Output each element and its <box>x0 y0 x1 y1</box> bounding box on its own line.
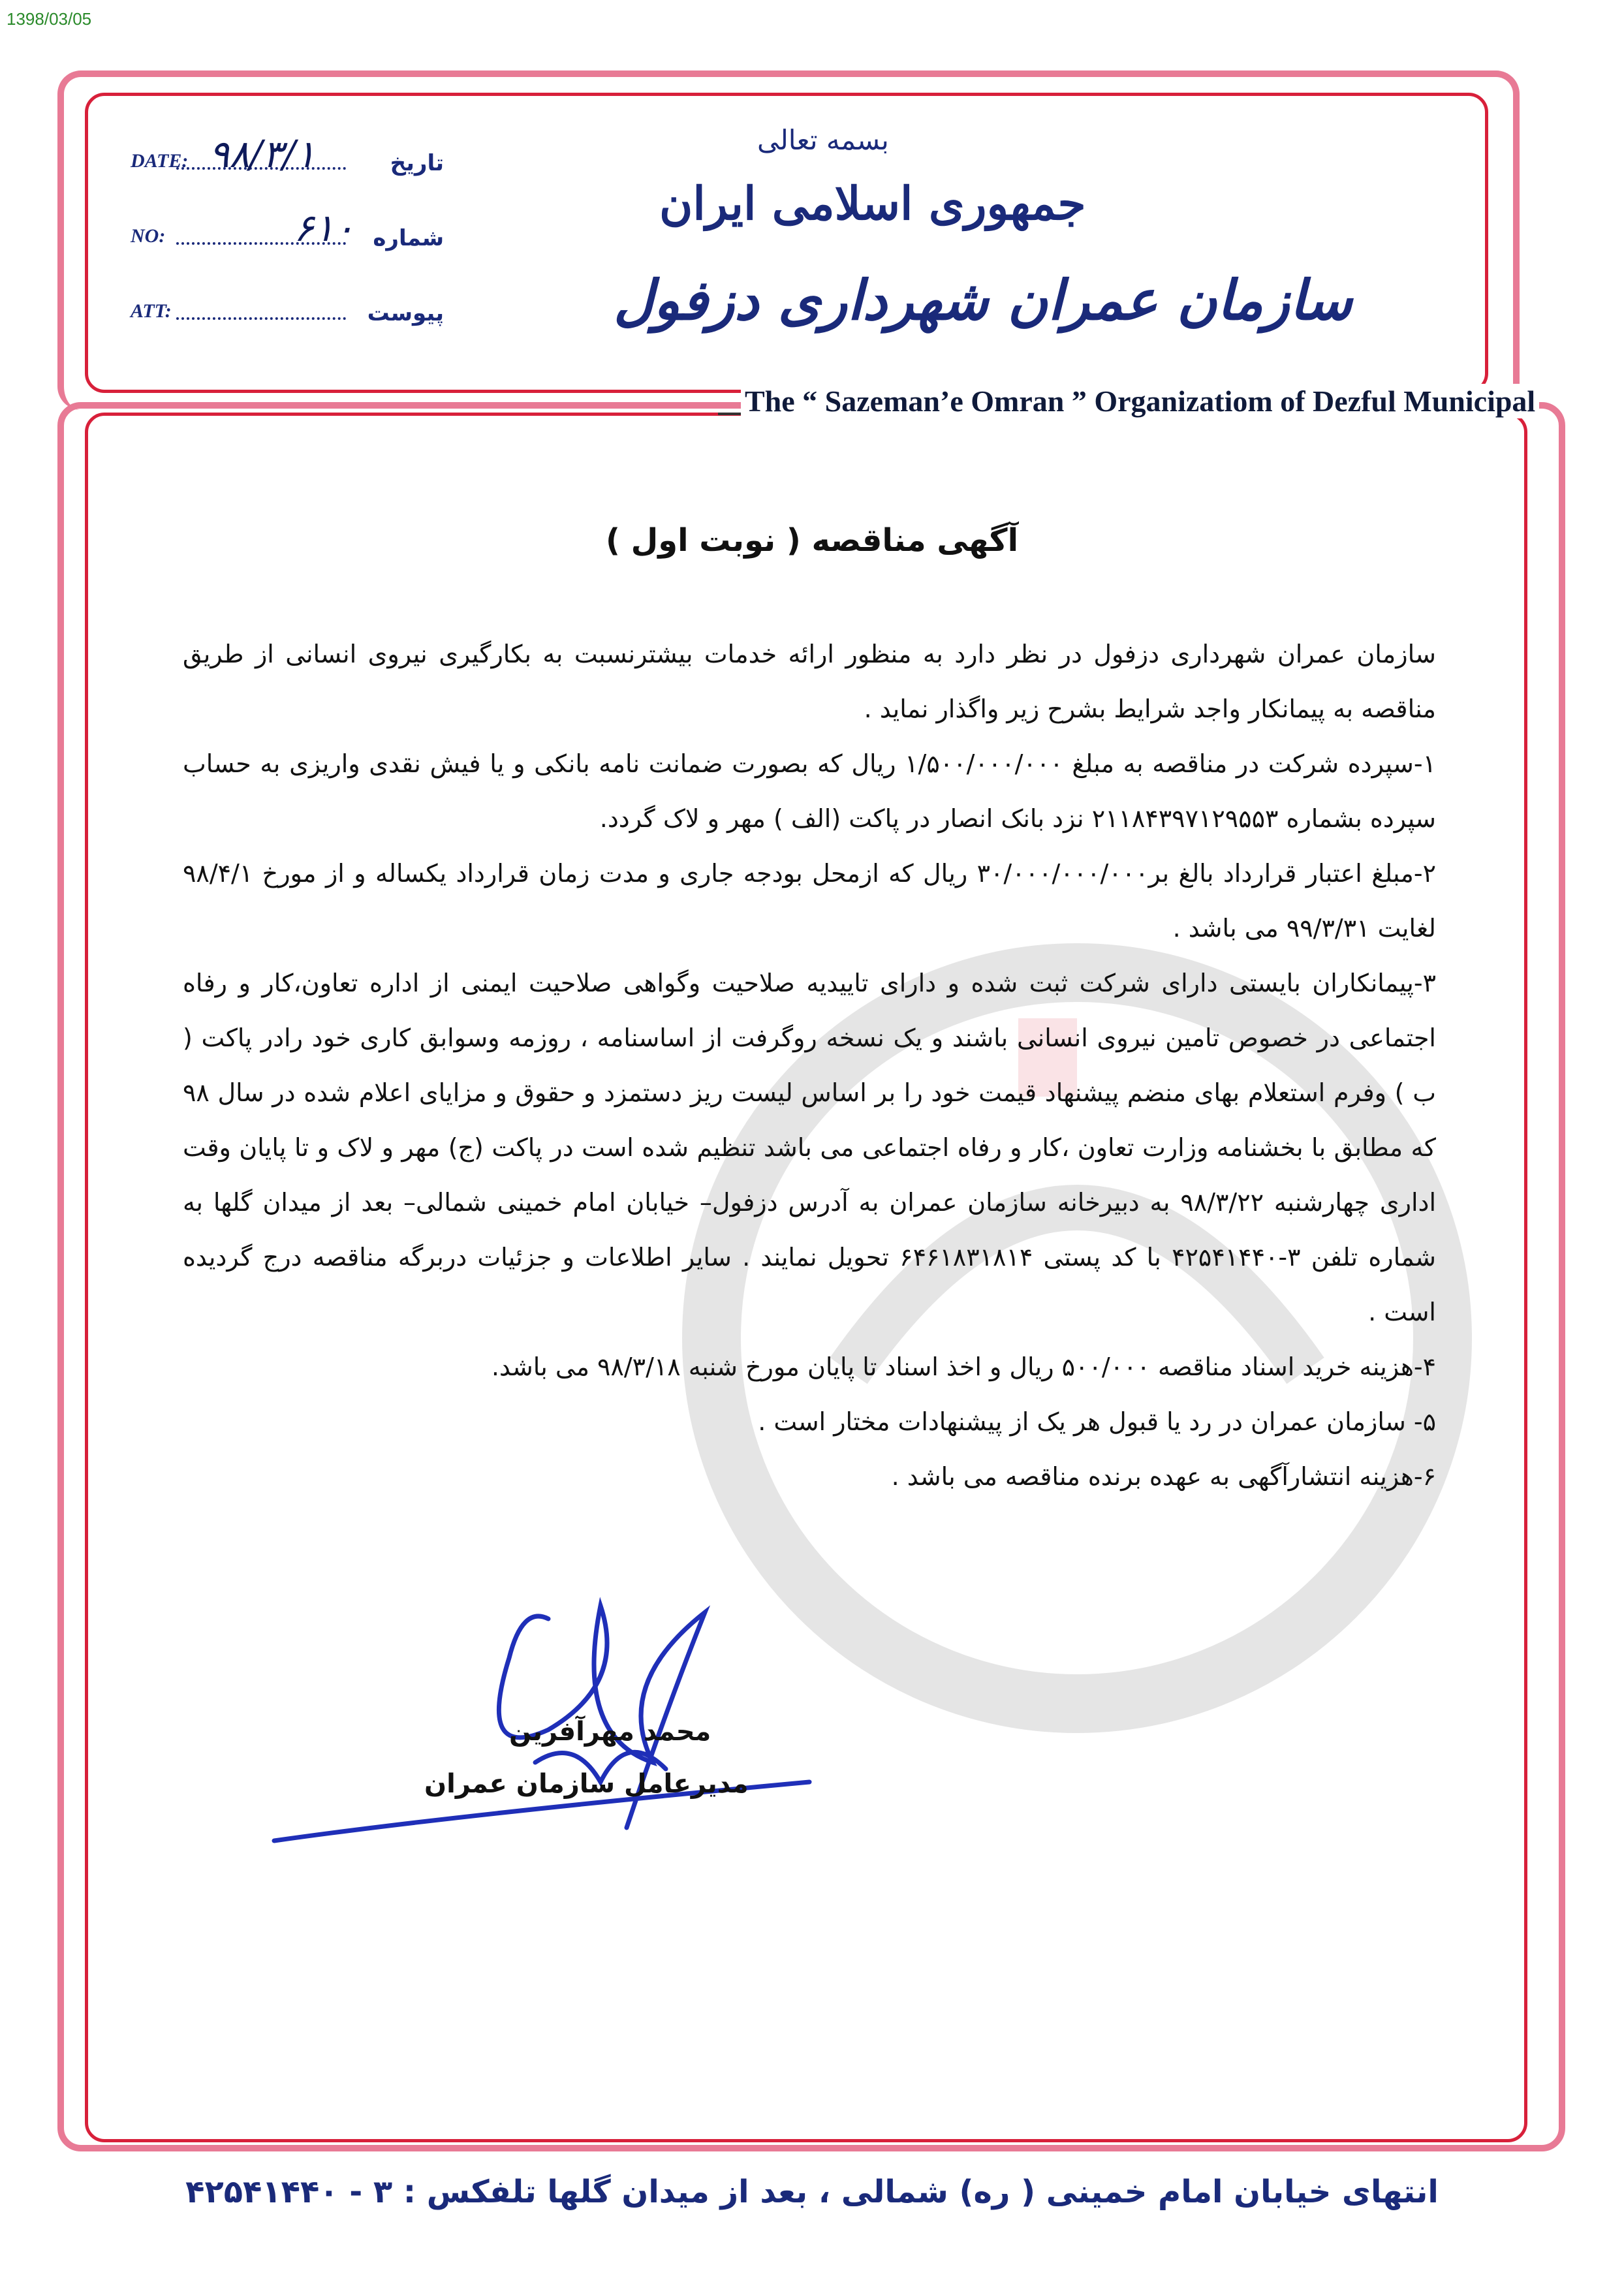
received-date-stamp: 1398/03/05 <box>7 9 92 29</box>
number-label-fa: شماره <box>373 225 444 251</box>
attachment-dots <box>176 317 346 320</box>
english-organization-name: The “ Sazeman’e Omran ” Organizatiom of Dezful Municipal <box>741 384 1539 418</box>
attachment-label-fa: پیوست <box>367 300 444 326</box>
attachment-label-en: ATT: <box>131 300 172 322</box>
body-item-2: ۲-مبلغ اعتبار قرارداد بالغ بر۳۰/۰۰۰/۰۰۰/۰۰۰ ریال که ازمحل بودجه جاری و مدت زمان قرارداد یکساله و از مورخ ۹۸/۴/۱ لغایت ۹۹/۳/۳۱ می باشد . <box>183 859 1436 943</box>
date-label-en: DATE: <box>131 150 189 172</box>
basmala: بسمه تعالی <box>757 124 889 156</box>
body-item-1: ۱-سپرده شرکت در مناقصه به مبلغ ۱/۵۰۰/۰۰۰/۰۰۰ ریال که بصورت ضمانت نامه بانکی و یا فیش نقدی واریزی به حساب سپرده بشماره ۲۱۱۸۴۳۹۷۱۲۹۵۵۳ نزد بانک انصار در پاکت (الف ) مهر و لاک گردد. <box>183 749 1436 833</box>
body-item-6: ۶-هزینه انتشارآگهی به عهده برنده مناقصه می باشد . <box>891 1462 1436 1491</box>
organization-title: سازمان عمران شهرداری دزفول <box>614 268 1352 332</box>
body-intro-paragraph: سازمان عمران شهرداری دزفول در نظر دارد به منظور ارائه خدمات بیشترنسبت به بکارگیری نیروی انسانی از طریق مناقصه به پیمانکار واجد شرایط بشرح زیر واگذار نماید . <box>183 640 1436 723</box>
republic-title: جمهوری اسلامی ایران <box>659 176 1086 230</box>
signatory-name: محمد مهرآفرین <box>509 1717 711 1747</box>
number-value: ۶۱۰ <box>294 206 355 250</box>
notice-heading: آگهی مناقصه ( نوبت اول ) <box>605 522 1019 559</box>
number-label-en: NO: <box>131 225 166 247</box>
signatory-role: مدیرعامل سازمان عمران <box>424 1769 749 1799</box>
footer-address: انتهای خیابان امام خمینی ( ره) شمالی ، بعد از میدان گلها تلفکس : ۳ - ۴۲۵۴۱۴۴۰ <box>185 2174 1439 2210</box>
body-item-3: ۳-پیمانکاران بایستی دارای شرکت ثبت شده و دارای تاییدیه صلاحیت وگواهی صلاحیت ایمنی از اداره تعاون،کار و رفاه اجتماعی در خصوص تامین نیروی انسانی باشند و یک نسخه روگرفت از اساسنامه ، روزمه وسوابق کاری خود رادر پاکت ( ب ) وفرم استعلام بهای منضم پیشنهاد قیمت خود را بر اساس لیست ریز دستمزد و حقوق و مزایای اعلام شده در سال ۹۸ که مطابق با بخشنامه وزارت تعاون ،کار و رفاه اجتماعی می باشد تنظیم شده است در پاکت (ج) مهر و لاک و تا پایان وقت اداری چهارشنبه ۹۸/۳/۲۲ به دبیرخانه سازمان عمران به آدرس دزفول– خیابان امام خمینی شمالی– بعد از میدان گلها به شماره تلفن ۳-۴۲۵۴۱۴۴۰ با کد پستی ۶۴۶۱۸۳۱۸۱۴ تحویل نمایند . سایر اطلاعات و جزئیات دربرگه مناقصه درج گردیده است . <box>183 969 1437 1326</box>
notice-body <box>183 627 1436 1504</box>
date-label-fa: تاریخ <box>390 150 444 176</box>
body-item-4: ۴-هزینه خرید اسناد مناقصه ۵۰۰/۰۰۰ ریال و اخذ اسناد تا پایان مورخ شنبه ۹۸/۳/۱۸ می باشد. <box>491 1352 1436 1381</box>
date-value: ۹۸/۳/۱ <box>209 132 316 176</box>
body-item-5: ۵- سازمان عمران در رد یا قبول هر یک از پیشنهادات مختار است . <box>758 1407 1436 1436</box>
english-name-rule <box>718 413 742 415</box>
